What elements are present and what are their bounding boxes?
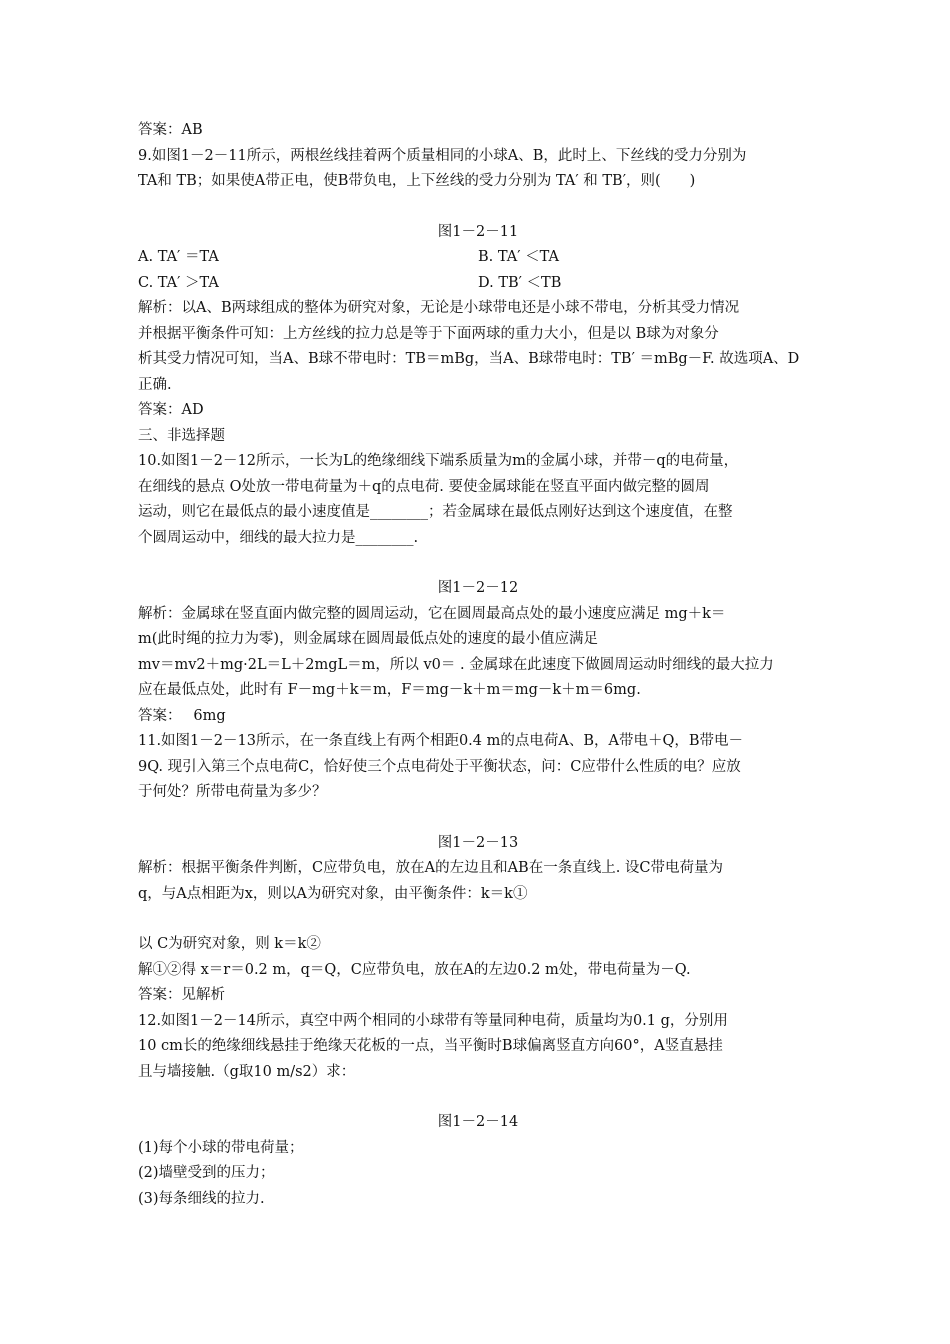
q9-analysis-line-1: 解析：以A、B两球组成的整体为研究对象，无论是小球带电还是小球不带电，分析其受力情况 bbox=[138, 300, 740, 316]
q10-analysis-line-1: 解析：金属球在竖直面内做完整的圆周运动，它在圆周最高点处的最小速度应满足 mg＋k＝ bbox=[138, 605, 726, 622]
q9-stem-line-2: TA和 TB；如果使A带正电，使B带负电，上下丝线的受力分别为 TA′ 和 TB′，则( ) bbox=[138, 173, 696, 189]
q11-analysis-line-4: 解①②得 x＝r＝0.2 m，q＝Q，C应带负电，放在A的左边0.2 m处，带电荷量为－Q. bbox=[138, 961, 691, 978]
q11-stem-line-3: 于何处？所带电荷量为多少？ bbox=[138, 784, 327, 800]
q12-part-3: (3)每条细线的拉力. bbox=[138, 1190, 265, 1207]
q11-analysis-line-3: 以 C为研究对象，则 k＝k② bbox=[138, 936, 321, 952]
q11-figure-caption: 图1－2－13 bbox=[437, 834, 519, 851]
q11-stem-line-1: 11.如图1－2－13所示，在一条直线上有两个相距0.4 m的点电荷A、B，A带电＋Q，B带电－ bbox=[138, 733, 744, 749]
q9-option-a: A. TA′ ＝TA bbox=[138, 249, 219, 265]
q10-stem-line-3: 运动，则它在最低点的最小速度值是________；若金属球在最低点刚好达到这个速度值，在整 bbox=[138, 504, 733, 520]
q11-analysis-line-1: 解析：根据平衡条件判断，C应带负电，放在A的左边且和AB在一条直线上. 设C带电荷量为 bbox=[138, 860, 724, 876]
q12-stem-line-1: 12.如图1－2－14所示，真空中两个相同的小球带有等量同种电荷，质量均为0.1 g，分别用 bbox=[138, 1012, 728, 1029]
q9-analysis-line-2: 并根据平衡条件可知：上方丝线的拉力总是等于下面两球的重力大小，但是以 B球为对象分 bbox=[138, 325, 719, 342]
q12-figure-caption: 图1－2－14 bbox=[437, 1114, 519, 1130]
q10-analysis-line-4: 应在最低点处，此时有 F－mg＋k＝m，F＝mg－k＋m＝mg－k＋m＝6mg. bbox=[138, 682, 641, 698]
q9-options-row-2 bbox=[138, 271, 818, 297]
section-heading: 三、非选择题 bbox=[138, 427, 225, 444]
q9-options-row-1 bbox=[138, 245, 818, 271]
q9-option-d: D. TB′ ＜TB bbox=[478, 274, 562, 291]
q9-stem-line-1: 9.如图1－2－11所示，两根丝线挂着两个质量相同的小球A、B，此时上、下丝线的受力分别为 bbox=[138, 147, 747, 164]
q9-analysis-line-4: 正确. bbox=[138, 376, 172, 393]
q12-stem-line-3: 且与墙接触.（g取10 m/s2）求： bbox=[138, 1063, 356, 1080]
q9-option-b: B. TA′ ＜TA bbox=[478, 249, 559, 265]
q9-figure-caption: 图1－2－11 bbox=[437, 223, 519, 240]
q10-stem-line-2: 在细线的悬点 O处放一带电荷量为＋q的点电荷. 要使金属球能在竖直平面内做完整的圆周 bbox=[138, 478, 710, 495]
q9-option-c: C. TA′ ＞TA bbox=[138, 274, 219, 291]
q10-analysis-line-3: mv＝mv2＋mg·2L＝L＋2mgL＝m，所以 v0＝ . 金属球在此速度下做圆周运动时细线的最大拉力 bbox=[138, 656, 774, 673]
q10-figure-caption: 图1－2－12 bbox=[437, 580, 519, 596]
document-page bbox=[138, 118, 818, 1212]
q11-answer: 答案：见解析 bbox=[138, 987, 225, 1003]
q10-stem-line-4: 个圆周运动中，细线的最大拉力是________. bbox=[138, 529, 419, 546]
q9-analysis-line-3: 析其受力情况可知，当A、B球不带电时：TB＝mBg，当A、B球带电时：TB′ ＝mBg－F. 故选项A、D bbox=[138, 351, 800, 367]
q10-stem-line-1: 10.如图1－2－12所示，一长为L的绝缘细线下端系质量为m的金属小球，并带－q的电荷量， bbox=[138, 453, 739, 469]
q12-part-2: (2)墙壁受到的压力； bbox=[138, 1165, 275, 1181]
q10-analysis-line-2: m(此时绳的拉力为零)，则金属球在圆周最低点处的速度的最小值应满足 bbox=[138, 631, 599, 647]
q11-analysis-line-2: q，与A点相距为x，则以A为研究对象，由平衡条件：k＝k① bbox=[138, 885, 528, 902]
q8-answer: 答案：AB bbox=[138, 122, 203, 138]
q12-stem-line-2: 10 cm长的绝缘细线悬挂于绝缘天花板的一点，当平衡时B球偏离竖直方向60°，A竖直悬挂 bbox=[138, 1038, 723, 1054]
q10-answer: 答案： 6mg bbox=[138, 707, 226, 724]
q9-answer: 答案：AD bbox=[138, 402, 204, 418]
q12-part-1: (1)每个小球的带电荷量； bbox=[138, 1139, 304, 1156]
q11-stem-line-2: 9Q. 现引入第三个点电荷C，恰好使三个点电荷处于平衡状态，问：C应带什么性质的电？应放 bbox=[138, 758, 741, 775]
